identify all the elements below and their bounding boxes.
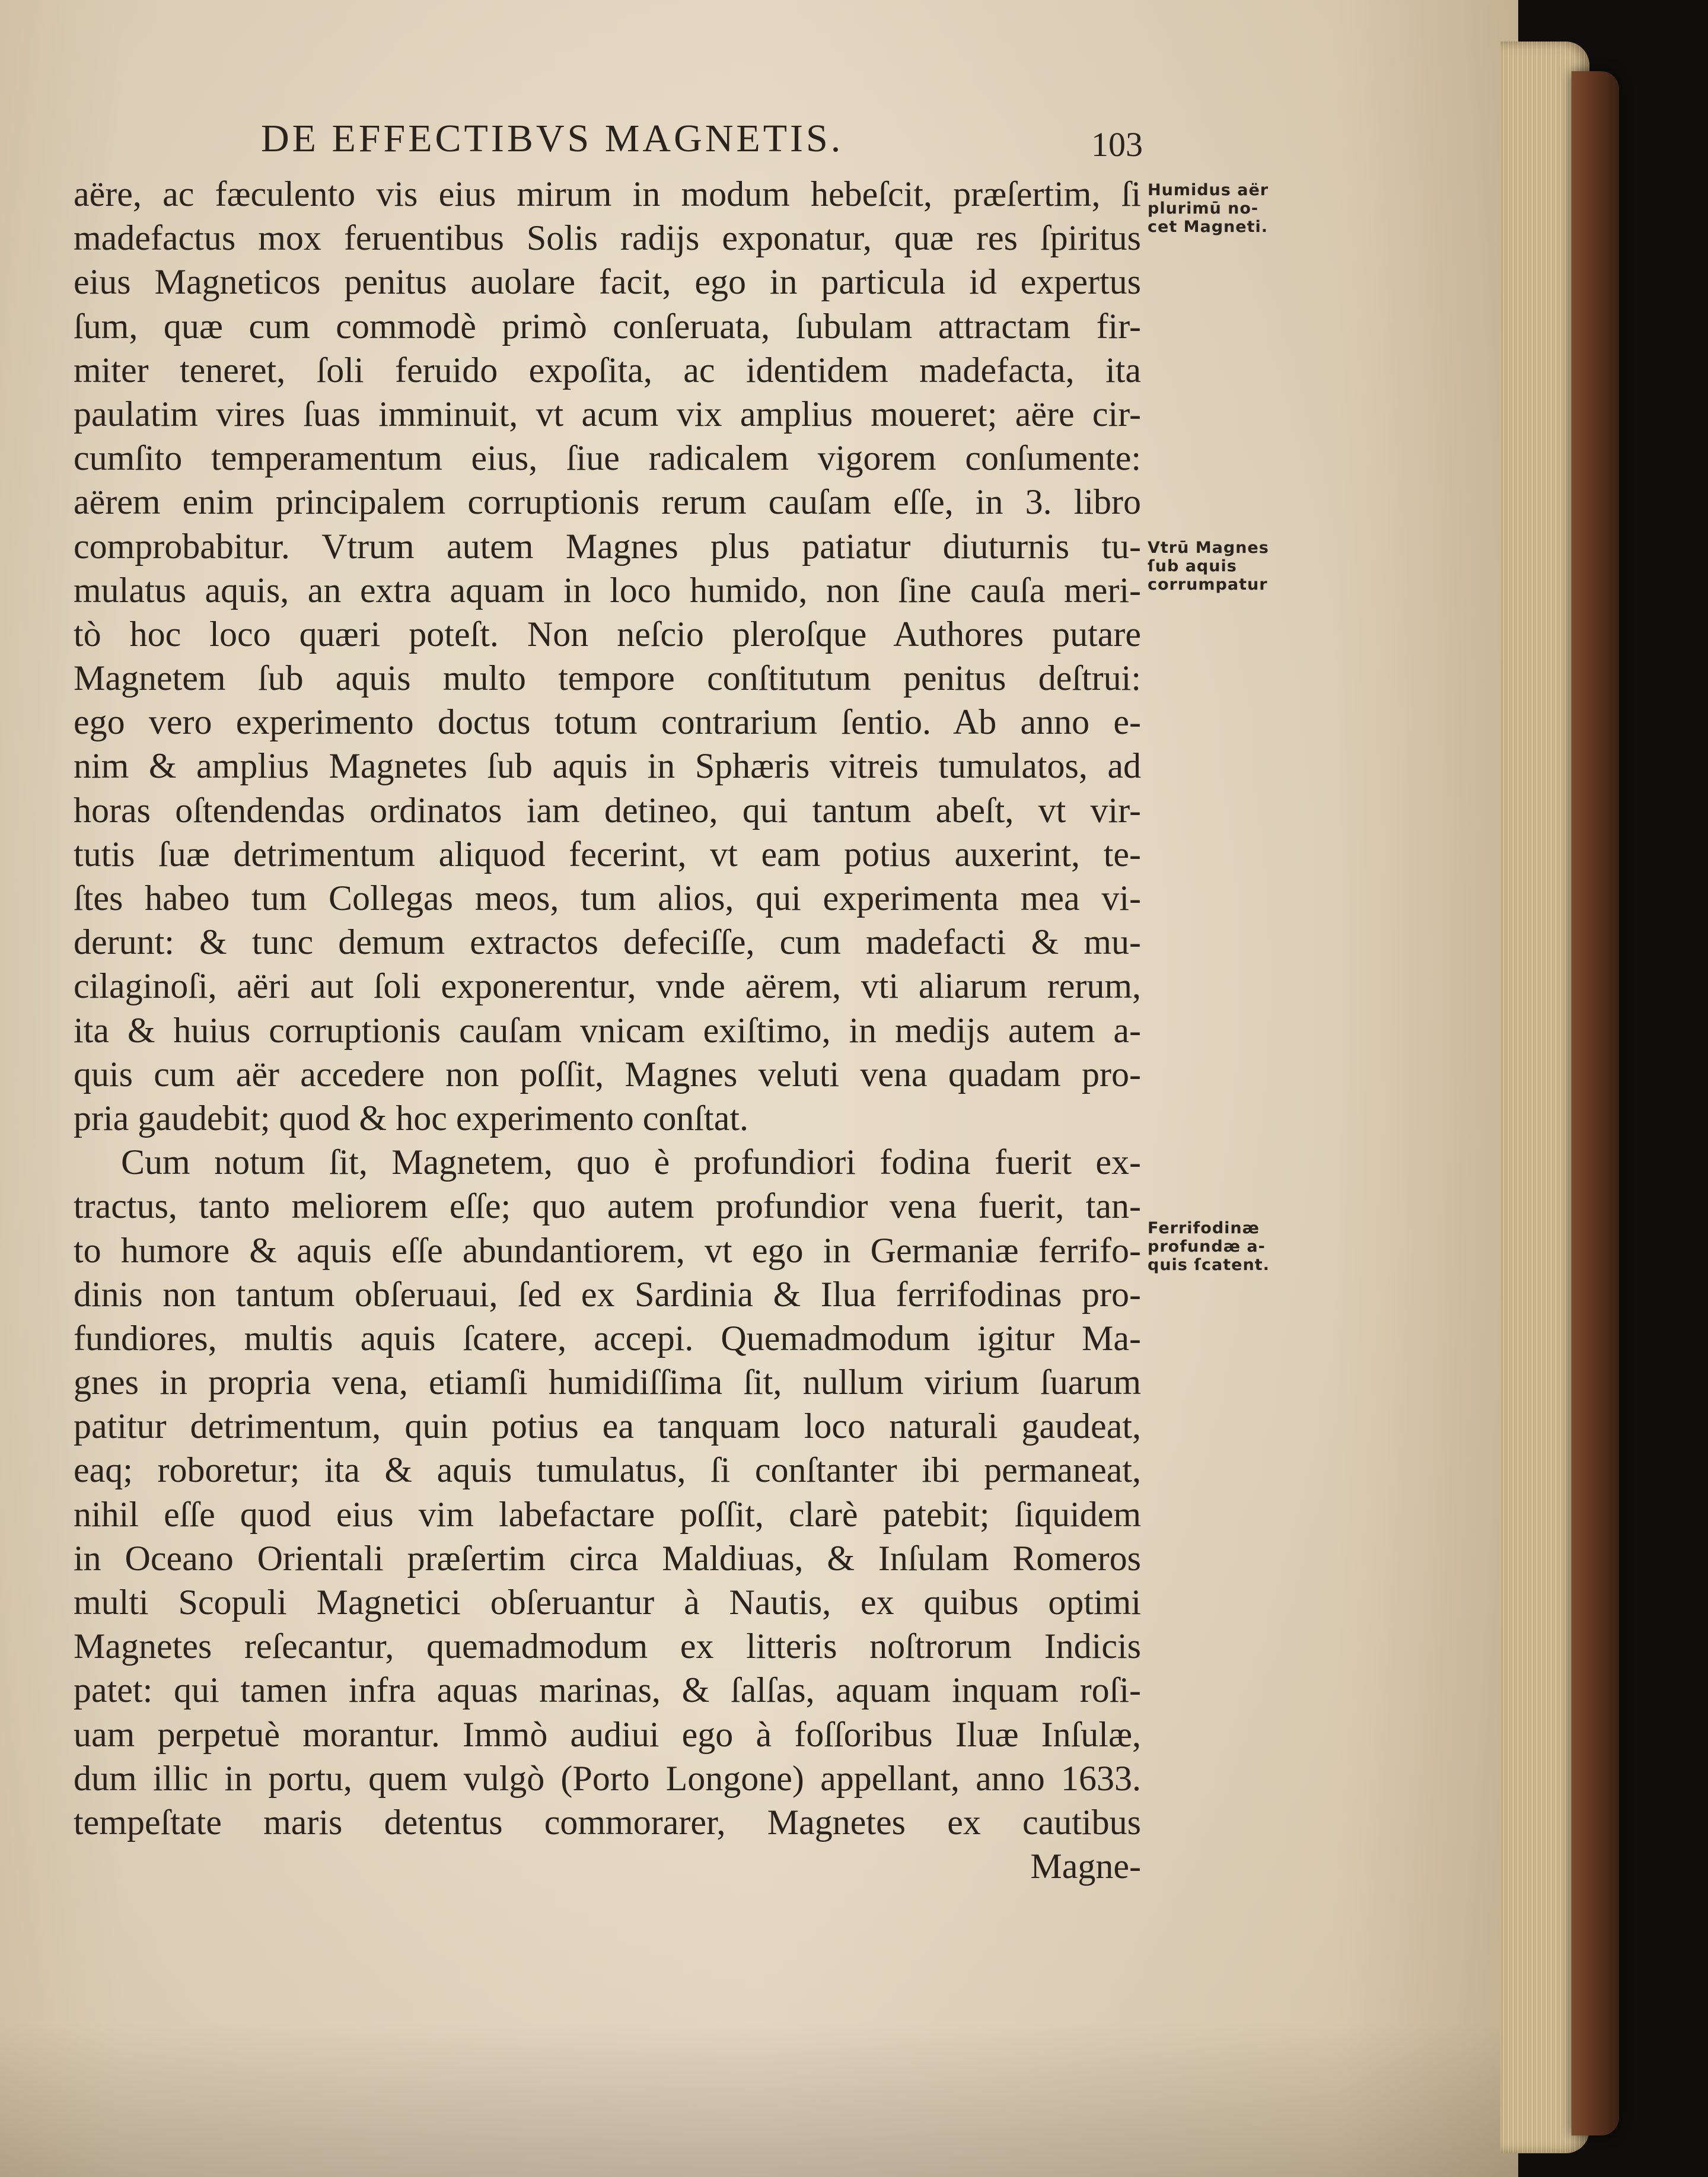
running-title: DE EFFECTIBVS MAGNETIS.: [261, 117, 844, 160]
marginal-note-line: Humidus aër: [1148, 181, 1269, 199]
text-line: patitur detrimentum, quin potius ea tanquam loco naturali gaudeat,: [74, 1406, 1141, 1446]
text-line: tò hoc loco quæri poteſt. Non neſcio pleroſque Authores putare: [74, 614, 1141, 654]
page-number: 103: [1091, 125, 1143, 164]
text-line: uam perpetuè morantur. Immò audiui ego à foſſoribus Iluæ Inſulæ,: [74, 1714, 1141, 1754]
text-line: to humore & aquis eſſe abundantiorem, vt ego in Germaniæ ferrifo-: [74, 1230, 1141, 1270]
text-line: madefactus mox feruentibus Solis radijs exponatur, quæ res ſpiritus: [74, 218, 1141, 258]
paragraph-start-line: Cum notum ſit, Magnetem, quo è profundiori fodina fuerit ex-: [121, 1142, 1141, 1182]
text-line: comprobabitur. Vtrum autem Magnes plus patiatur diuturnis tu-: [74, 526, 1141, 566]
text-line: ſtes habeo tum Collegas meos, tum alios, qui experimenta mea vi-: [74, 879, 1141, 918]
text-line: tutis ſuæ detrimentum aliquod fecerint, vt eam potius auxerint, te-: [74, 834, 1141, 874]
text-line: tempeſtate maris detentus commorarer, Magnetes ex cautibus: [74, 1802, 1141, 1842]
text-line: ſum, quæ cum commodè primò conſeruata, ſubulam attractam fir-: [74, 306, 1141, 346]
text-line: Magnetem ſub aquis multo tempore conſtitutum penitus deſtrui:: [74, 658, 1141, 698]
book-cover-edge: [1572, 71, 1619, 2135]
text-line: ego vero experimento doctus totum contrarium ſentio. Ab anno e-: [74, 702, 1141, 742]
text-line: mulatus aquis, an extra aquam in loco humido, non ſine cauſa meri-: [74, 570, 1141, 610]
main-text-block: [74, 172, 1141, 1888]
marginal-note: [1148, 539, 1302, 594]
text-line: ita & huius corruptionis cauſam vnicam exiſtimo, in medijs autem a-: [74, 1010, 1141, 1050]
text-line: dinis non tantum obſeruaui, ſed ex Sardinia & Ilua ferrifodinas pro-: [74, 1274, 1141, 1314]
text-line: quis cum aër accedere non poſſit, Magnes veluti vena quadam pro-: [74, 1054, 1141, 1094]
text-line: cilaginoſi, aëri aut ſoli exponerentur, vnde aërem, vti aliarum rerum,: [74, 966, 1141, 1006]
text-line: dum illic in portu, quem vulgò (Porto Longone) appellant, anno 1633.: [74, 1758, 1141, 1798]
marginal-note-line: cet Magneti.: [1148, 218, 1268, 236]
catchword: Magne-: [1030, 1847, 1141, 1886]
marginal-note-line: ſub aquis: [1148, 557, 1237, 575]
marginal-note-line: profundæ a-: [1148, 1237, 1266, 1256]
text-line: aërem enim principalem corruptionis rerum cauſam eſſe, in 3. libro: [74, 482, 1141, 522]
text-line: paulatim vires ſuas imminuit, vt acum vix amplius moueret; aëre cir-: [74, 394, 1141, 434]
text-line: eaq; roboretur; ita & aquis tumulatus, ſi conſtanter ibi permaneat,: [74, 1450, 1141, 1490]
text-line: pria gaudebit; quod & hoc experimento conſtat.: [74, 1098, 749, 1138]
text-line: miter teneret, ſoli feruido expoſita, ac identidem madefacta, ita: [74, 350, 1141, 390]
text-line: Magnetes reſecantur, quemadmodum ex litteris noſtrorum Indicis: [74, 1627, 1141, 1666]
marginal-note-line: quis ſcatent.: [1148, 1256, 1270, 1274]
text-line: gnes in propria vena, etiamſi humidiſſima ſit, nullum virium ſuarum: [74, 1363, 1141, 1402]
text-line: horas oſtendendas ordinatos iam detineo, qui tantum abeſt, vt vir-: [74, 790, 1141, 830]
marginal-note-line: corrumpatur: [1148, 575, 1268, 594]
text-line: aëre, ac fæculento vis eius mirum in modum hebeſcit, præſertim, ſi: [74, 174, 1141, 214]
text-line: tractus, tanto meliorem eſſe; quo autem profundior vena fuerit, tan-: [74, 1186, 1141, 1226]
marginal-note: [1148, 1219, 1302, 1274]
text-line: multi Scopuli Magnetici obſeruantur à Nautis, ex quibus optimi: [74, 1583, 1141, 1622]
marginal-note-line: Vtrū Magnes: [1148, 539, 1269, 557]
text-line: eius Magneticos penitus auolare facit, ego in particula id expertus: [74, 262, 1141, 302]
text-line: cumſito temperamentum eius, ſiue radicalem vigorem conſumente:: [74, 438, 1141, 478]
text-line: patet: qui tamen infra aquas marinas, & ſalſas, aquam inquam roſi-: [74, 1670, 1141, 1710]
text-line: nim & amplius Magnetes ſub aquis in Sphæris vitreis tumulatos, ad: [74, 746, 1141, 786]
text-line: fundiores, multis aquis ſcatere, accepi. Quemadmodum igitur Ma-: [74, 1318, 1141, 1358]
marginal-note-line: Ferrifodinæ: [1148, 1219, 1260, 1237]
text-line: nihil eſſe quod eius vim labefactare poſſit, clarè patebit; ſiquidem: [74, 1494, 1141, 1534]
marginal-note: [1148, 181, 1302, 236]
text-line: derunt: & tunc demum extractos defeciſſe, cum madefacti & mu-: [74, 922, 1141, 962]
text-line: in Oceano Orientali præſertim circa Maldiuas, & Inſulam Romeros: [74, 1538, 1141, 1578]
marginal-note-line: plurimū no-: [1148, 199, 1259, 218]
